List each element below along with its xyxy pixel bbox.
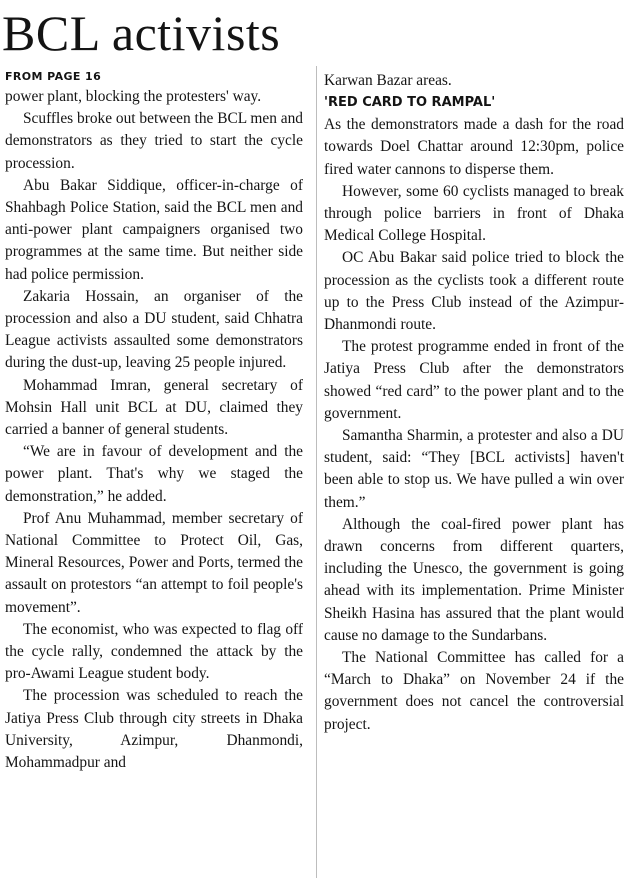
jump-label: FROM PAGE 16 (5, 70, 102, 83)
paragraph: The procession was scheduled to reach the Jatiya Press Club through city streets in Dhaka University, Azimpur, Dhanmondi, Mohammadpur and (5, 687, 303, 772)
paragraph: The economist, who was expected to flag off the cycle rally, condemned the attack by the pro-Awami League student body. (5, 620, 303, 683)
paragraph: Samantha Sharmin, a protester and also a DU student, said: “They [BCL activists] haven't been able to stop us. We have pulled a win over them.” (324, 427, 624, 511)
paragraph: Scuffles broke out between the BCL men and demonstrators as they tried to start the cycle procession. (5, 110, 303, 172)
paragraph: Mohammad Imran, general secretary of Mohsin Hall unit BCL at DU, claimed they carried a banner of general students. (5, 376, 303, 439)
paragraph: power plant, blocking the protesters' way. (5, 88, 262, 105)
paragraph: As the demonstrators made a dash for the road towards Doel Chattar around 12:30pm, police fired water cannons to disperse them. (324, 116, 624, 178)
paragraph: Abu Bakar Siddique, officer-in-charge of Shahbagh Police Station, said the BCL men and anti-power plant campaigners organised two programmes at the same time. But neither side had police permission. (5, 176, 303, 283)
column-divider (316, 66, 317, 878)
paragraph: The National Committee has called for a “March to Dhaka” on November 24 if the government does not cancel the controversial project. (324, 649, 624, 733)
right-column (324, 70, 624, 736)
paragraph: Although the coal-fired power plant has drawn concerns from different quarters, including the Unesco, the government is going ahead with its implementation. Prime Minister Sheikh Hasina has assured that the plant would cause no damage to the Sundarbans. (324, 515, 624, 644)
paragraph: Karwan Bazar areas. (324, 72, 452, 89)
paragraph: Zakaria Hossain, an organiser of the procession and also a DU student, said Chhatra League activists assaulted some demonstrators during the dust-up, leaving 25 people injured. (5, 287, 303, 372)
headline: BCL activists (2, 5, 281, 61)
paragraph: “We are in favour of development and the power plant. That's why we staged the demonstration,” he added. (5, 443, 303, 505)
paragraph: The protest programme ended in front of the Jatiya Press Club after the demonstrators showed “red card” to the power plant and to the government. (324, 338, 624, 422)
left-column (5, 70, 303, 774)
subhead: 'RED CARD TO RAMPAL' (324, 95, 496, 111)
paragraph: OC Abu Bakar said police tried to block the procession as the cyclists took a different route up to the Press Club instead of the Azimpur-Dhanmondi route. (324, 249, 624, 334)
paragraph: Prof Anu Muhammad, member secretary of National Committee to Protect Oil, Gas, Mineral Resources, Power and Ports, termed the assault on protestors “an attempt to foil people's movement”. (5, 509, 303, 616)
paragraph: However, some 60 cyclists managed to break through police barriers in front of Dhaka Medical College Hospital. (324, 182, 624, 245)
